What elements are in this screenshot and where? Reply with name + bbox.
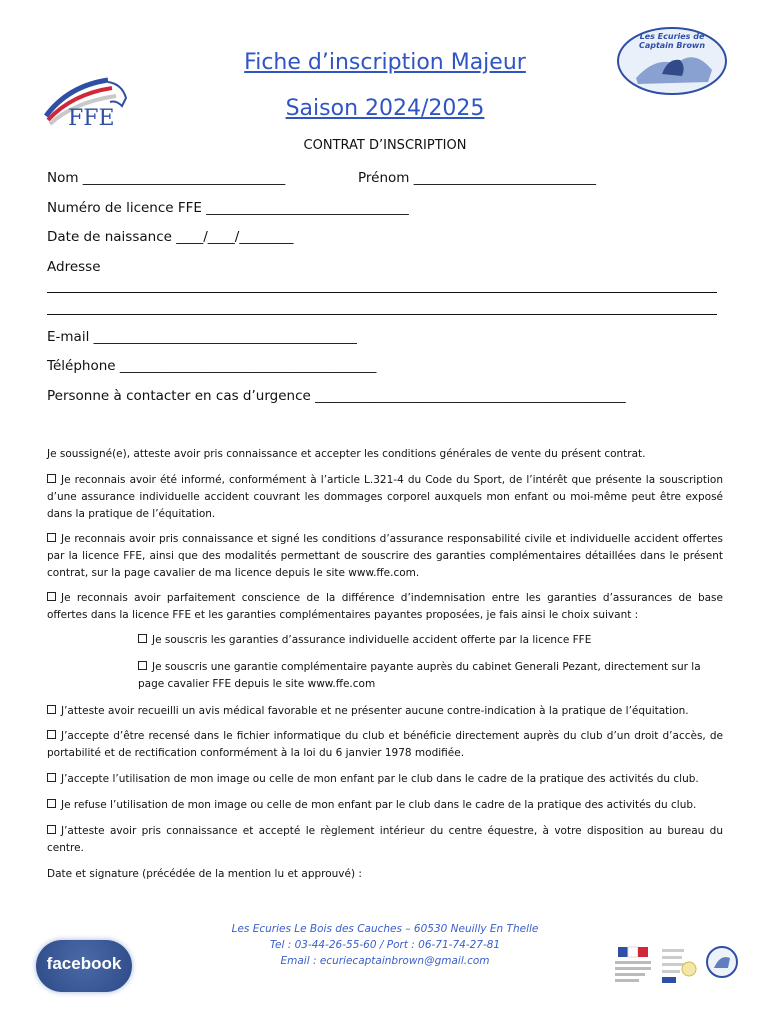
clause-indemnity-text: Je reconnais avoir parfaitement conscience de la différence d’indemnisation entre les garanties d’assurances de base offertes dans la licence FFE et les garanties complémentaires payantes proposées, je fais ainsi le choix suivant : — [47, 592, 723, 621]
clause-medical-text: J’atteste avoir recueilli un avis médical favorable et ne présenter aucune contre-indication à la pratique de l’équitation. — [61, 705, 689, 717]
club-logo-text: Les Ecuries de Captain Brown — [638, 32, 706, 50]
checkbox-rules[interactable] — [47, 825, 56, 834]
clause-rules — [47, 823, 723, 857]
clause-insurance-info-text: Je reconnais avoir été informé, conformément à l’article L.321-4 du Code du Sport, de l’intérêt que présente la souscription d’une assurance individuelle accident couvrant les dommages corporel auxquels mon enfant ou moi-même peut être exposé dans la pratique de l’équitation. — [47, 474, 723, 520]
nom-field[interactable]: Nom ______________________________ — [47, 170, 286, 186]
facebook-badge[interactable] — [36, 940, 132, 992]
page-title: Fiche d’inscription Majeur — [244, 50, 526, 75]
option-complementary-insurance-text: Je souscris une garantie complémentaire payante auprès du cabinet Generali Pezant, directement sur la page cavalier FFE depuis le site www.ffe.com — [138, 661, 701, 690]
email-field[interactable]: E-mail _______________________________________ — [47, 329, 357, 345]
birthdate-field[interactable]: Date de naissance ____/____/________ — [47, 229, 294, 245]
signature-label: Date et signature (précédée de la mention lu et approuvé) : — [47, 868, 362, 880]
clause-data-text: J’accepte d’être recensé dans le fichier informatique du club et bénéficie directement auprès du club d’un droit d’accès, de portabilité et de rectification conformément à la loi du 6 janvier 1978 modifiée. — [47, 730, 723, 759]
footer-email-link[interactable]: ecuriecaptainbrown@gmail.com — [319, 955, 490, 967]
footer-address: Les Ecuries Le Bois des Cauches – 60530 Neuilly En Thelle — [231, 923, 539, 935]
checkbox-base-insurance[interactable] — [138, 634, 147, 643]
clause-insurance-info — [47, 472, 723, 523]
ffe-logo-text: FFE — [68, 106, 115, 131]
clause-image-accept-text: J’accepte l’utilisation de mon image ou celle de mon enfant par le club dans le cadre de la pratique des activités du club. — [61, 773, 699, 785]
clause-rc-conditions-text: Je reconnais avoir pris connaissance et signé les conditions d’assurance responsabilité civile et individuelle accident offertes par la licence FFE, ainsi que des modalités permettant de souscrire des garanties complémentaires détaillées dans le présent contrat, sur la page cavalier de ma licence depuis le site www.ffe.com. — [47, 533, 723, 579]
phone-field[interactable]: Téléphone ______________________________________ — [47, 358, 377, 374]
option-base-insurance-text: Je souscris les garanties d’assurance individuelle accident offerte par la licence FFE — [152, 634, 592, 646]
ministry-logo — [612, 945, 654, 985]
checkbox-rc-conditions[interactable] — [47, 533, 56, 542]
ecurie-label-logo — [704, 944, 740, 984]
checkbox-data[interactable] — [47, 730, 56, 739]
label-logo — [660, 945, 698, 985]
footer-email-label: Email : — [280, 955, 320, 967]
address-line-1[interactable] — [47, 292, 717, 293]
clause-indemnity — [47, 590, 723, 624]
facebook-badge-text: facebook — [46, 954, 122, 973]
clause-image-accept — [47, 771, 723, 788]
address-label: Adresse — [47, 259, 101, 275]
clause-medical — [47, 703, 723, 720]
option-base-insurance — [138, 632, 723, 649]
statement-conditions: Je soussigné(e), atteste avoir pris connaissance et accepter les conditions générales de vente du présent contrat. — [47, 448, 646, 460]
licence-field[interactable]: Numéro de licence FFE ______________________________ — [47, 200, 409, 216]
prenom-field[interactable]: Prénom ___________________________ — [358, 170, 596, 186]
footer-phone: Tel : 03-44-26-55-60 / Port : 06-71-74-27-81 — [269, 939, 501, 951]
checkbox-image-accept[interactable] — [47, 773, 56, 782]
clause-image-refuse — [47, 797, 723, 814]
clause-rules-text: J’atteste avoir pris connaissance et accepté le règlement intérieur du centre équestre, à votre disposition au bureau du centre. — [47, 825, 723, 854]
option-complementary-insurance — [138, 659, 723, 693]
clause-data — [47, 728, 723, 762]
checkbox-image-refuse[interactable] — [47, 799, 56, 808]
checkbox-medical[interactable] — [47, 705, 56, 714]
checkbox-complementary-insurance[interactable] — [138, 661, 147, 670]
emergency-contact-field[interactable]: Personne à contacter en cas d’urgence ______________________________________________ — [47, 388, 626, 404]
checkbox-indemnity[interactable] — [47, 592, 56, 601]
checkbox-insurance-info[interactable] — [47, 474, 56, 483]
address-line-2[interactable] — [47, 314, 717, 315]
clause-image-refuse-text: Je refuse l’utilisation de mon image ou celle de mon enfant par le club dans le cadre de la pratique des activités du club. — [61, 799, 697, 811]
clause-rc-conditions — [47, 531, 723, 582]
contract-heading: CONTRAT D’INSCRIPTION — [303, 138, 467, 153]
season-title: Saison 2024/2025 — [285, 96, 485, 121]
